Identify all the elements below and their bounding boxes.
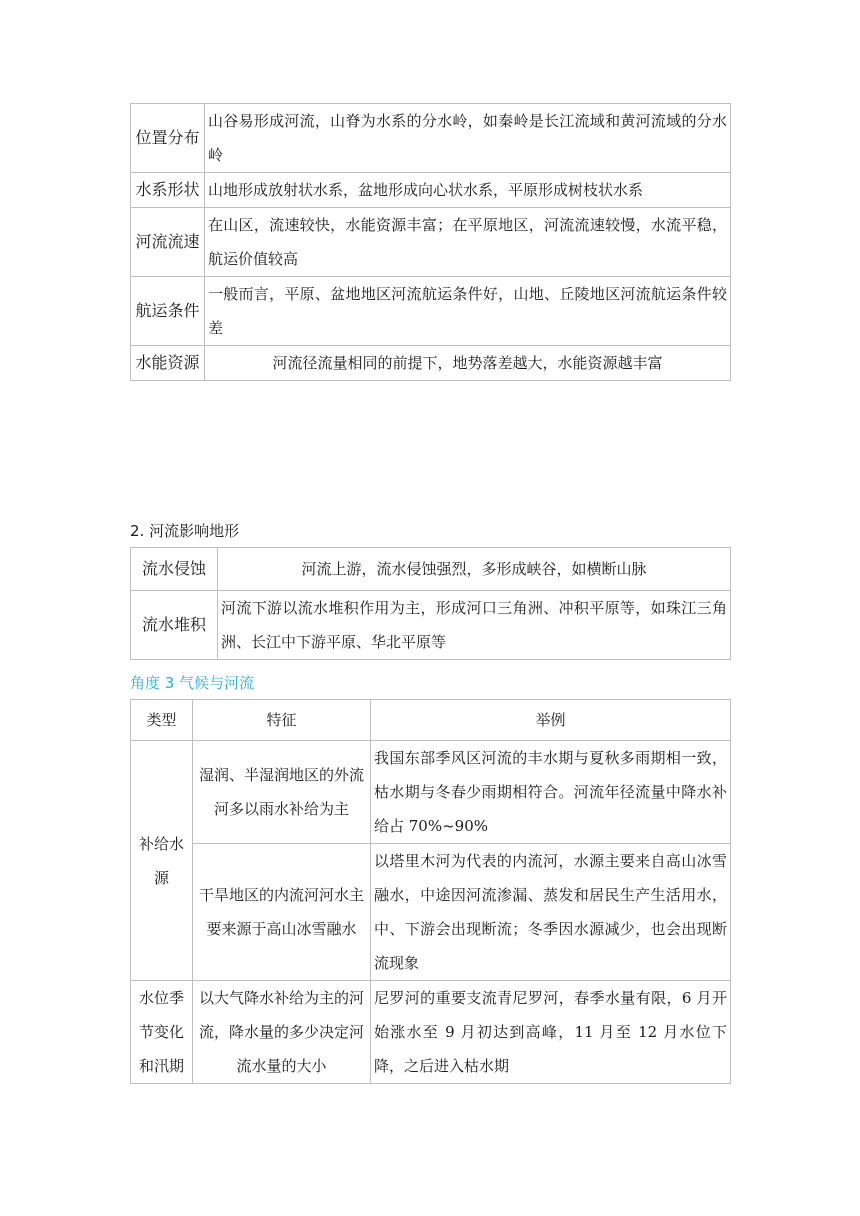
- example-cell: 以塔里木河为代表的内流河，水源主要来自高山冰雪融水，中途因河流渗漏、蒸发和居民生产生活用水，中、下游会出现断流；冬季因水源减少，也会出现断流现象: [371, 844, 731, 981]
- type-cell: 水位季节变化和汛期: [131, 981, 193, 1084]
- row-text: 河流下游以流水堆积作用为主，形成河口三角洲、冲积平原等，如珠江三角洲、长江中下游平原、华北平原等: [218, 591, 731, 660]
- row-label: 流水堆积: [131, 591, 218, 660]
- row-label: 流水侵蚀: [131, 548, 218, 591]
- river-landform-table: [130, 547, 731, 660]
- column-header-feature: 特征: [193, 700, 371, 741]
- landform-river-table: [130, 103, 731, 381]
- section-title: 2. 河流影响地形: [130, 522, 240, 540]
- angle-title: 角度 3 气候与河流: [130, 674, 255, 692]
- table-header-row: [131, 700, 731, 741]
- table-row: [131, 981, 731, 1084]
- table-row: [131, 548, 731, 591]
- row-label: 水能资源: [131, 346, 205, 381]
- feature-cell: 干旱地区的内流河河水主要来源于高山冰雪融水: [193, 844, 371, 981]
- example-cell: 尼罗河的重要支流青尼罗河，春季水量有限，6 月开始涨水至 9 月初达到高峰，11 月至 12 月水位下降，之后进入枯水期: [371, 981, 731, 1084]
- feature-cell: 以大气降水补给为主的河流，降水量的多少决定河流水量的大小: [193, 981, 371, 1084]
- example-cell: 我国东部季风区河流的丰水期与夏秋多雨期相一致，枯水期与冬春少雨期相符合。河流年径流量中降水补给占 70%~90%: [371, 741, 731, 844]
- table-row: [131, 208, 731, 277]
- column-header-example: 举例: [371, 700, 731, 741]
- row-label: 位置分布: [131, 104, 205, 173]
- table-row: [131, 346, 731, 381]
- row-text: 一般而言，平原、盆地地区河流航运条件好，山地、丘陵地区河流航运条件较差: [205, 277, 731, 346]
- table-row: [131, 741, 731, 844]
- row-text: 山地形成放射状水系，盆地形成向心状水系，平原形成树枝状水系: [205, 173, 731, 208]
- climate-river-table: [130, 699, 731, 1084]
- row-text: 在山区，流速较快，水能资源丰富；在平原地区，河流流速较慢，水流平稳，航运价值较高: [205, 208, 731, 277]
- row-label: 河流流速: [131, 208, 205, 277]
- row-text: 河流径流量相同的前提下，地势落差越大，水能资源越丰富: [205, 346, 731, 381]
- type-cell: 补给水源: [131, 741, 193, 981]
- table-row: [131, 173, 731, 208]
- table-row: [131, 277, 731, 346]
- row-text: 河流上游，流水侵蚀强烈，多形成峡谷，如横断山脉: [218, 548, 731, 591]
- row-label: 水系形状: [131, 173, 205, 208]
- table-row: [131, 844, 731, 981]
- table-row: [131, 591, 731, 660]
- column-header-type: 类型: [131, 700, 193, 741]
- feature-cell: 湿润、半湿润地区的外流河多以雨水补给为主: [193, 741, 371, 844]
- row-label: 航运条件: [131, 277, 205, 346]
- table-row: [131, 104, 731, 173]
- row-text: 山谷易形成河流，山脊为水系的分水岭，如秦岭是长江流域和黄河流域的分水岭: [205, 104, 731, 173]
